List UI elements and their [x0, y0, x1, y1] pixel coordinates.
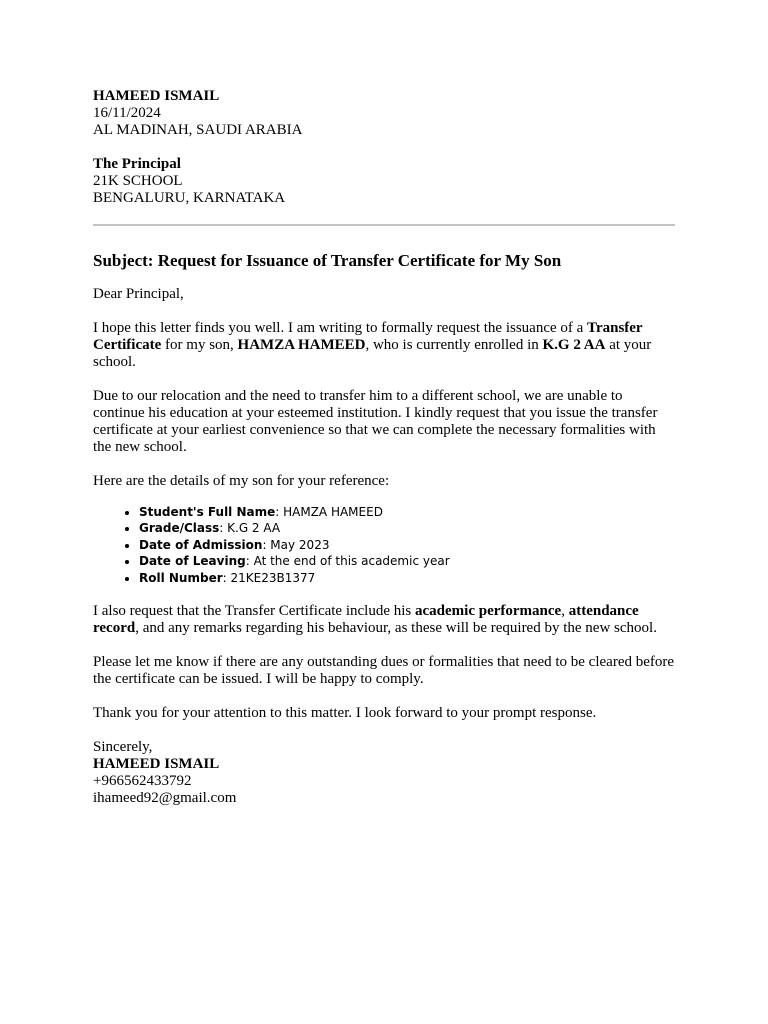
para1-text-2: for my son,	[161, 337, 238, 353]
recipient-title: The Principal	[93, 156, 181, 172]
signature-name: HAMEED ISMAIL	[93, 756, 220, 773]
paragraph-request	[93, 320, 675, 371]
para4-text-3: , and any remarks regarding his behaviour, as these will be required by the new school.	[135, 620, 657, 637]
detail-value: : HAMZA HAMEED	[275, 505, 383, 519]
para1-bold-certificate: Transfer Certificate	[93, 320, 643, 353]
list-item	[139, 537, 675, 553]
recipient-school: 21K SCHOOL	[93, 173, 183, 189]
sender-location: AL MADINAH, SAUDI ARABIA	[93, 122, 303, 138]
detail-value: : At the end of this academic year	[245, 554, 450, 569]
detail-label: Roll Number	[139, 570, 223, 585]
detail-value: : K.G 2 AA	[219, 521, 281, 536]
para1-text-3: , who is currently enrolled in	[365, 337, 543, 353]
para1-text-1: I hope this letter finds you well. I am writing to formally request the issuance of a	[93, 320, 588, 336]
sender-block	[93, 88, 675, 139]
paragraph-dues: Please let me know if there are any outstanding dues or formalities that need to be cleared before the certificate can be issued. I will be happy to comply.	[93, 654, 675, 688]
paragraph-reason: Due to our relocation and the need to transfer him to a different school, we are unable to continue his education at your esteemed institution. I kindly request that you issue the transfer certificate at your earliest convenience so that we can complete the necessary formalities with the new school.	[93, 388, 658, 455]
para4-text-1: I also request that the Transfer Certificate include his	[93, 603, 415, 620]
sender-name: HAMEED ISMAIL	[93, 88, 220, 104]
para4-bold-attendance: attendance record	[93, 603, 639, 637]
paragraph-records	[93, 603, 675, 637]
detail-label: Grade/Class	[139, 521, 220, 536]
list-item	[139, 504, 675, 520]
recipient-block	[93, 156, 675, 207]
phone-number: +966562433792	[93, 773, 192, 790]
list-item	[139, 553, 675, 569]
detail-label: Student's Full Name	[139, 505, 276, 519]
detail-value: : May 2023	[262, 537, 330, 552]
list-item	[139, 570, 675, 586]
paragraph-thanks: Thank you for your attention to this matter. I look forward to your prompt response.	[93, 705, 597, 722]
letter-body	[93, 88, 675, 807]
subject-line: Subject: Request for Issuance of Transfer Certificate for My Son	[93, 251, 562, 270]
para1-bold-student: HAMZA HAMEED	[237, 337, 366, 353]
letter-date: 16/11/2024	[93, 105, 161, 121]
list-item	[139, 520, 675, 536]
email-address: ihameed92@gmail.com	[93, 790, 237, 807]
para4-bold-performance: academic performance	[415, 603, 562, 620]
detail-label: Date of Leaving	[139, 554, 246, 569]
para1-bold-class: K.G 2 AA	[542, 337, 606, 353]
student-details-list	[93, 504, 675, 586]
detail-value: : 21KE23B1377	[222, 570, 316, 585]
para4-text-2: ,	[561, 603, 569, 620]
closing-block	[93, 739, 675, 807]
detail-label: Date of Admission	[139, 537, 263, 552]
paragraph-details-intro: Here are the details of my son for your reference:	[93, 473, 390, 489]
signoff: Sincerely,	[93, 739, 153, 756]
para1-text-4: at your school.	[93, 337, 652, 370]
salutation: Dear Principal,	[93, 286, 184, 302]
recipient-location: BENGALURU, KARNATAKA	[93, 190, 286, 206]
